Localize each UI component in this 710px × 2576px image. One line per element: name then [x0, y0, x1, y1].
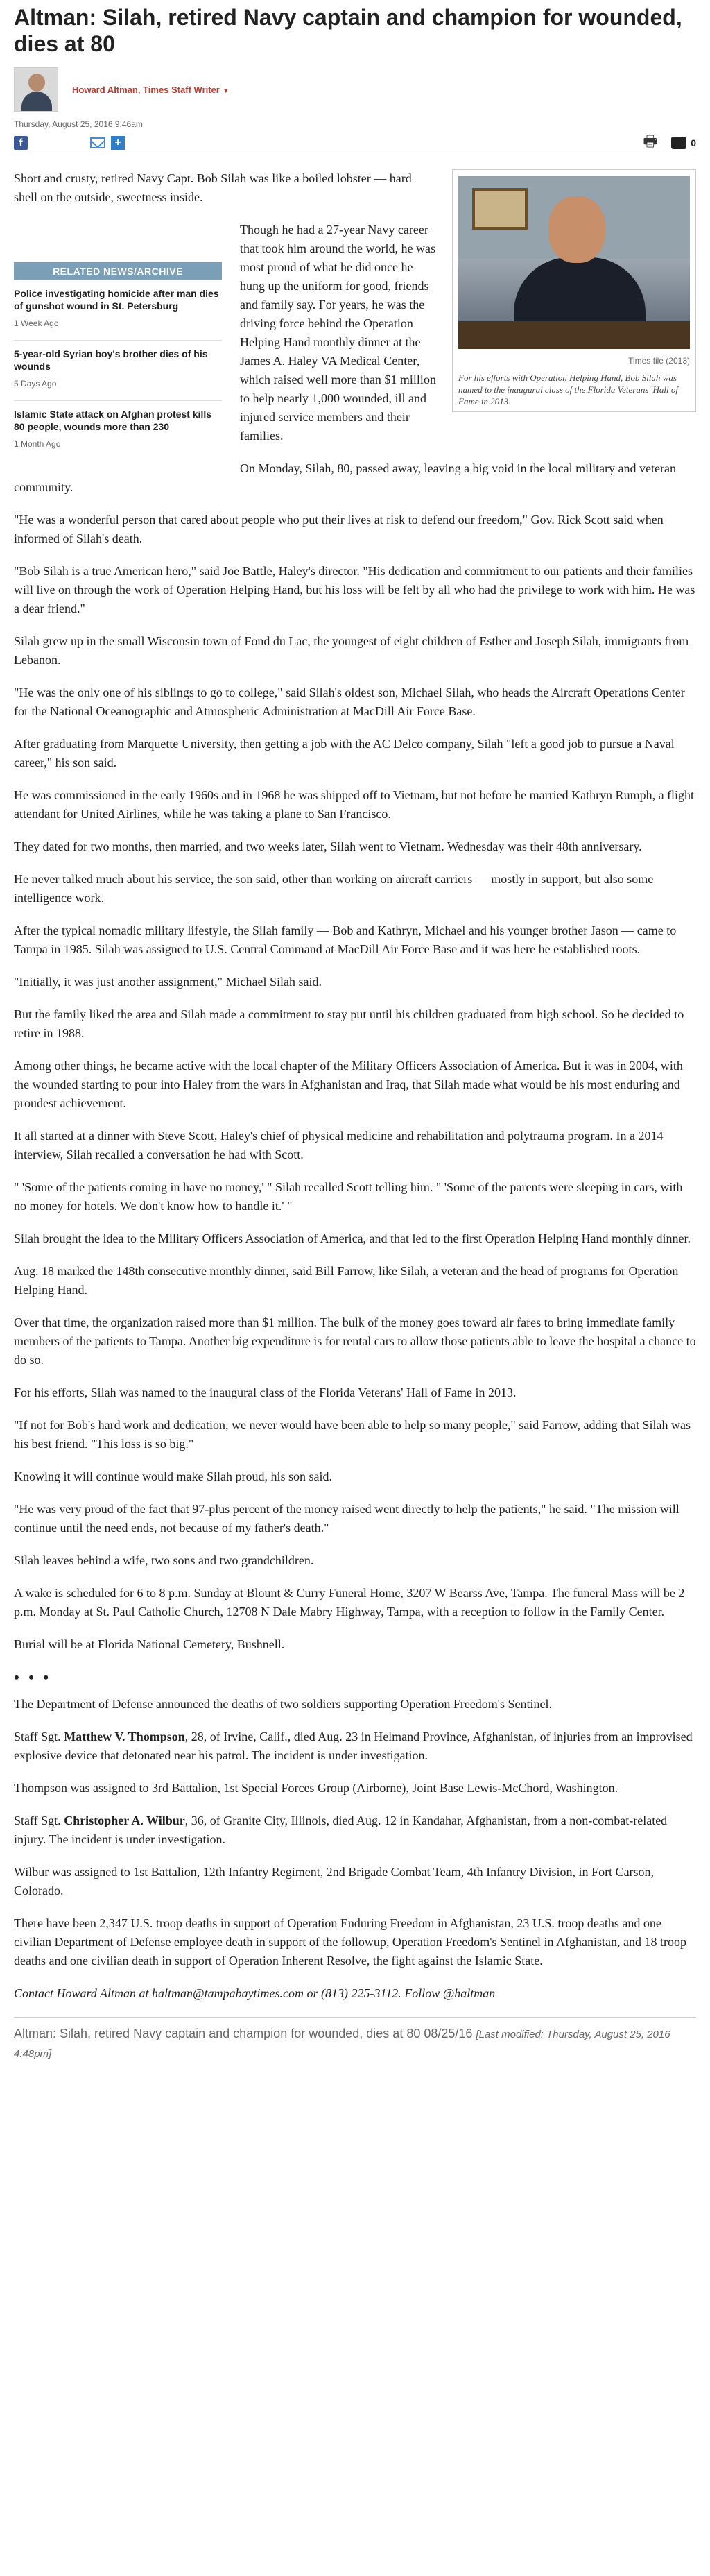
article-paragraph: "Bob Silah is a true American hero," said Joe Battle, Haley's director. "His dedication and commitment to our patients and their families will live on through the work of Operation Helping Hand, but his loss will be felt by all who had the privilege to work with him. He was a dear friend."	[14, 564, 695, 615]
author-byline[interactable]	[72, 85, 230, 95]
dod-thompson-unit: Thompson was assigned to 3rd Battalion, 1st Special Forces Group (Airborne), Joint Base Lewis-McChord, Washington.	[14, 1781, 618, 1795]
related-item[interactable]	[14, 401, 222, 461]
article-paragraph: Among other things, he became active with the local chapter of the Military Officers Association of America. But it was in 2004, with the wounded starting to pour into Haley from the wars in Afghanistan and Iraq, that Silah made what would be his most enduring and proudest achievement.	[14, 1059, 683, 1110]
article-paragraph: They dated for two months, then married, and two weeks later, Silah went to Vietnam. Wednesday was their 48th anniversary.	[14, 839, 642, 853]
rank-text: Staff Sgt.	[14, 1814, 64, 1827]
related-age: 1 Month Ago	[14, 439, 61, 449]
dod-thompson	[14, 1728, 696, 1765]
article-paragraph: "He was very proud of the fact that 97-plus percent of the money raised went directly to help the patients," he said. "The mission will continue until the need ends, not because of my father's death."	[14, 1502, 679, 1535]
article-photo[interactable]	[458, 176, 690, 349]
related-title[interactable]: Police investigating homicide after man dies of gunshot wound in St. Petersburg	[14, 288, 219, 312]
author-avatar	[14, 67, 58, 112]
related-header: RELATED NEWS/ARCHIVE	[14, 262, 222, 280]
related-item[interactable]	[14, 280, 222, 341]
related-title[interactable]: Islamic State attack on Afghan protest kills 80 people, wounds more than 230	[14, 409, 212, 432]
rank-text: Staff Sgt.	[14, 1730, 64, 1743]
photo-credit: Times file (2013)	[628, 356, 690, 366]
dod-wilbur	[14, 1811, 696, 1849]
article-body	[14, 169, 696, 2063]
dod-intro: The Department of Defense announced the deaths of two soldiers supporting Operation Freedom's Sentinel.	[14, 1697, 553, 1711]
article-paragraph: On Monday, Silah, 80, passed away, leaving a big void in the local military and veteran community.	[14, 461, 677, 494]
article-paragraph: After the typical nomadic military lifestyle, the Silah family — Bob and Kathryn, Michael and his younger brother Jason — came to Tampa in 1985. Silah was assigned to U.S. Central Command at MacDill Air Force Base and it was here he established roots.	[14, 923, 677, 956]
article-paragraph: It all started at a dinner with Steve Scott, Haley's chief of physical medicine and rehabilitation and polytrauma program. In a 2014 interview, Silah recalled a conversation he had with Scott.	[14, 1129, 664, 1161]
section-divider: • • •	[14, 1669, 52, 1686]
print-icon[interactable]: 🖶	[643, 132, 658, 150]
related-news	[14, 262, 222, 461]
article-paragraph: Short and crusty, retired Navy Capt. Bob Silah was like a boiled lobster — hard shell on the outside, sweetness inside.	[14, 171, 412, 204]
soldier-name: Matthew V. Thompson	[64, 1730, 185, 1743]
author-contact[interactable]: Contact Howard Altman at haltman@tampabaytimes.com or (813) 225-3112. Follow @haltman	[14, 1986, 496, 2000]
dod-totals: There have been 2,347 U.S. troop deaths in support of Operation Enduring Freedom in Afghanistan, 23 U.S. troop deaths and one civilian Department of Defense employee death in support of the followup, Operation Freedom's Sentinel in Afghanistan, and 18 troop deaths and one civilian death in support of Operation Inherent Resolve, the fight against the Islamic State.	[14, 1916, 687, 1968]
article-paragraph: Silah leaves behind a wife, two sons and two grandchildren.	[14, 1553, 314, 1567]
article-paragraph: Silah brought the idea to the Military Officers Association of America, and that led to the first Operation Helping Hand monthly dinner.	[14, 1231, 691, 1245]
article-paragraph: Though he had a 27-year Navy career that took him around the world, he was most proud of what he did once he hung up the uniform for good, friends and family say. For years, he was the driving force behind the Operation Helping Hand monthly dinner at the James A. Haley VA Medical Center, which raised well more than $1 million to help nearly 1,000 wounded, ill and injured service members and their families.	[240, 223, 436, 443]
article-paragraph: Knowing it will continue would make Silah proud, his son said.	[14, 1469, 332, 1483]
related-item[interactable]	[14, 341, 222, 401]
photo-caption: For his efforts with Operation Helping Hand, Bob Silah was named to the inaugural class of the Florida Veterans' Hall of Fame in 2013.	[458, 373, 678, 407]
article-paragraph: For his efforts, Silah was named to the inaugural class of the Florida Veterans' Hall of Fame in 2013.	[14, 1385, 517, 1399]
footer-title: Altman: Silah, retired Navy captain and champion for wounded, dies at 80 08/25/16	[14, 2027, 473, 2040]
related-title[interactable]: 5-year-old Syrian boy's brother dies of his wounds	[14, 348, 208, 372]
related-age: 1 Week Ago	[14, 318, 59, 328]
article-paragraph: " 'Some of the patients coming in have no money,' " Silah recalled Scott telling him. " 'Some of the parents were sleeping in cars, with no money for hotels. We don't know how to handle it.' "	[14, 1180, 683, 1213]
article-paragraph: He never talked much about his service, the son said, other than working on aircraft carriers — mostly in support, but also some intelligence work.	[14, 872, 654, 905]
article-paragraph: He was commissioned in the early 1960s and in 1968 he was shipped off to Vietnam, but not before he married Kathryn Rumph, a flight attendant for United Airlines, while he was taking a plane to San Francisco.	[14, 788, 695, 821]
article-page	[0, 4, 710, 2063]
article-paragraph: "He was a wonderful person that cared about people who put their lives at risk to defend our freedom," Gov. Rick Scott said when informed of Silah's death.	[14, 513, 664, 545]
footer-modified: [Last modified: Thursday, August 25, 2016 4:48pm]	[14, 2029, 670, 2060]
related-age: 5 Days Ago	[14, 379, 57, 389]
article-footer	[14, 2017, 696, 2063]
author-name[interactable]: Howard Altman, Times Staff Writer	[72, 84, 220, 95]
article-paragraph: A wake is scheduled for 6 to 8 p.m. Sunday at Blount & Curry Funeral Home, 3207 W Bearss Ave, Tampa. The funeral Mass will be 2 p.m. Monday at St. Paul Catholic Church, 12708 N Dale Mabry Highway, Tampa, with a reception to follow in the Family Center.	[14, 1586, 685, 1619]
article-paragraph: Silah grew up in the small Wisconsin town of Fond du Lac, the youngest of eight children of Esther and Joseph Silah, immigrants from Lebanon.	[14, 634, 689, 667]
photo-box	[452, 169, 696, 412]
plus-share-icon[interactable]: +	[111, 136, 125, 150]
comment-count[interactable]: 0	[691, 137, 696, 148]
headline: Altman: Silah, retired Navy captain and champion for wounded, dies at 80	[14, 5, 682, 56]
comment-icon[interactable]	[671, 137, 686, 149]
article-paragraph: "Initially, it was just another assignment," Michael Silah said.	[14, 975, 322, 989]
soldier-details: , 28, of Irvine, Calif., died Aug. 23 in Helmand Province, Afghanistan, of injuries from an improvised explosive device that detonated near his patrol. The incident is under investigation.	[14, 1730, 693, 1762]
article-paragraph: After graduating from Marquette University, then getting a job with the AC Delco company, Silah "left a good job to pursue a Naval career," his son said.	[14, 737, 675, 769]
facebook-icon[interactable]: f	[14, 136, 28, 150]
soldier-name: Christopher A. Wilbur	[64, 1814, 185, 1827]
chevron-down-icon[interactable]: ▼	[222, 87, 230, 95]
share-toolbar	[14, 132, 696, 155]
article-paragraph: "If not for Bob's hard work and dedication, we never would have been able to help so many people," said Farrow, adding that Silah was his best friend. "This loss is so big."	[14, 1418, 691, 1451]
publish-date: Thursday, August 25, 2016 9:46am	[14, 119, 143, 129]
email-icon[interactable]	[90, 137, 105, 148]
article-paragraph: Burial will be at Florida National Cemetery, Bushnell.	[14, 1637, 285, 1651]
article-paragraph: But the family liked the area and Silah made a commitment to stay put until his children graduated from high school. So he decided to retire in 1988.	[14, 1007, 684, 1040]
dod-wilbur-unit: Wilbur was assigned to 1st Battalion, 12th Infantry Regiment, 2nd Brigade Combat Team, 4th Infantry Division, in Fort Carson, Colorado.	[14, 1865, 655, 1897]
byline-row	[14, 65, 696, 114]
soldier-details: , 36, of Granite City, Illinois, died Aug. 12 in Kandahar, Afghanistan, from a non-combat-related injury. The incident is under investigation.	[14, 1814, 668, 1846]
article-paragraph: "He was the only one of his siblings to go to college," said Silah's oldest son, Michael Silah, who heads the Aircraft Operations Center for the National Oceanographic and Atmospheric Administration at MacDill Air Force Base.	[14, 685, 685, 718]
article-paragraph: Aug. 18 marked the 148th consecutive monthly dinner, said Bill Farrow, like Silah, a veteran and the head of programs for Operation Helping Hand.	[14, 1264, 679, 1297]
article-paragraph: Over that time, the organization raised more than $1 million. The bulk of the money goes toward air fares to bring immediate family members of the patients to Tampa. Another big expenditure is for rental cars to allow those patients able to leave the hospital a chance to do so.	[14, 1315, 696, 1367]
